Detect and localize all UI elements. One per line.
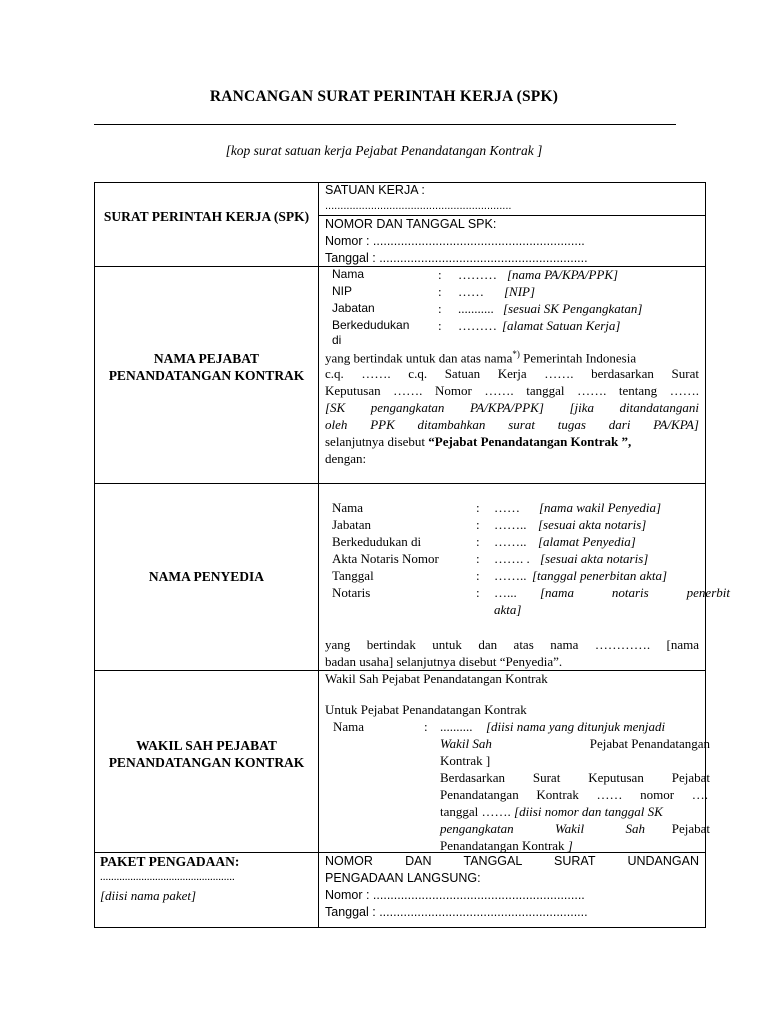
wakil-line: Untuk Pejabat Penandatangan Kontrak bbox=[325, 702, 527, 717]
wakil-text: Berdasarkan Surat Keputusan Pejabat bbox=[440, 770, 710, 785]
pejabat-para-line: c.q. ……. c.q. Satuan Kerja ……. berdasarkan Surat bbox=[325, 366, 699, 381]
penyedia-field-sep: : bbox=[476, 568, 480, 583]
pejabat-di: di bbox=[332, 333, 342, 347]
penyedia-field-dots: …….. bbox=[494, 534, 527, 549]
wakil-text-line: pengangkatan Wakil Sah Pejabat bbox=[440, 821, 710, 836]
wakil-nama-block bbox=[440, 719, 710, 855]
penyedia-field-sep: : bbox=[476, 585, 480, 600]
penyedia-field-key: Akta Notaris Nomor bbox=[332, 551, 439, 566]
penyedia-notaris-clip bbox=[528, 585, 730, 603]
wakil-nama-dots: .......... bbox=[440, 719, 473, 734]
penyedia-field-key: Berkedudukan di bbox=[332, 534, 422, 549]
row-divider bbox=[94, 483, 706, 484]
document-title: RANCANGAN SURAT PERINTAH KERJA (SPK) bbox=[209, 88, 559, 105]
column-divider bbox=[318, 182, 319, 928]
pejabat-field-sep: : bbox=[438, 301, 442, 316]
pejabat-field-value: [NIP] bbox=[504, 284, 536, 299]
wakil-nama-sep: : bbox=[424, 719, 428, 734]
spk-tanggal: Tanggal : ............................................................ bbox=[325, 251, 588, 265]
penyedia-field-sep: : bbox=[476, 517, 480, 532]
pejabat-field-sep: : bbox=[438, 284, 442, 299]
penyedia-field-dots: …… bbox=[494, 500, 520, 515]
penyedia-field-key: Tanggal bbox=[332, 568, 374, 583]
penyedia-para-line: badan usaha] selanjutnya disebut “Penyedia”. bbox=[325, 654, 563, 669]
label-wakil-sah: WAKIL SAH PEJABAT PENANDATANGAN KONTRAK bbox=[108, 738, 305, 770]
wakil-text-line: Wakil Sah Pejabat Penandatangan bbox=[440, 736, 710, 751]
label-surat-perintah-kerja: SURAT PERINTAH KERJA (SPK) bbox=[103, 209, 310, 224]
pejabat-field-value: [sesuai SK Pengangkatan] bbox=[503, 301, 643, 316]
title-rule bbox=[94, 124, 676, 125]
pejabat-field-key: NIP bbox=[332, 284, 353, 298]
pejabat-field-value: [nama PA/KPA/PPK] bbox=[507, 267, 619, 282]
penyedia-field-value: [sesuai akta notaris] bbox=[538, 517, 647, 532]
penyedia-field-value: [nama notaris penerbit bbox=[540, 585, 730, 600]
pejabat-field-sep: : bbox=[438, 318, 442, 333]
label-paket-pengadaan: PAKET PENGADAAN: bbox=[100, 854, 240, 869]
penyedia-field-key: Nama bbox=[332, 500, 364, 515]
kop-surat-placeholder: [kop surat satuan kerja Pejabat Penandatangan Kontrak ] bbox=[225, 143, 543, 158]
wakil-text-line: Penandatangan Kontrak ] bbox=[440, 838, 573, 853]
pejabat-field-value: [alamat Satuan Kerja] bbox=[502, 318, 621, 333]
wakil-text-line: tanggal ……. [diisi nomor dan tanggal SK bbox=[440, 804, 663, 819]
wakil-text: [diisi nama yang ditunjuk menjadi bbox=[486, 719, 666, 734]
paket-dots: ................................................. bbox=[100, 871, 235, 883]
penyedia-field-key: Notaris bbox=[332, 585, 371, 600]
pejabat-para-line: dengan: bbox=[325, 451, 367, 466]
satuan-kerja-dots: ............................................................. bbox=[325, 200, 512, 212]
penyedia-field-dots: …….. bbox=[494, 568, 527, 583]
penyedia-field-dots: …….. bbox=[494, 517, 527, 532]
undangan-label: PENGADAAN LANGSUNG: bbox=[325, 871, 481, 885]
penyedia-field-value: [nama wakil Penyedia] bbox=[539, 500, 662, 515]
spk-nomor: Nomor : ............................................................. bbox=[325, 234, 585, 248]
penyedia-field-sep: : bbox=[476, 534, 480, 549]
pejabat-field-sep: : bbox=[438, 267, 442, 282]
penyedia-field-sep: : bbox=[476, 500, 480, 515]
label-nama-pejabat: NAMA PEJABAT PENANDATANGAN KONTRAK bbox=[108, 351, 305, 383]
penyedia-field-dots: …... bbox=[494, 585, 517, 600]
penyedia-field-value: [sesuai akta notaris] bbox=[540, 551, 649, 566]
pejabat-field-key: Nama bbox=[332, 267, 365, 281]
nomor-tanggal-spk-label: NOMOR DAN TANGGAL SPK: bbox=[325, 217, 497, 231]
pejabat-field-dots: ……… bbox=[458, 318, 497, 333]
pejabat-para-line: selanjutnya disebut “Pejabat Penandatangan Kontrak ”, bbox=[325, 434, 632, 449]
penyedia-field-value: [tanggal penerbitan akta] bbox=[532, 568, 668, 583]
pejabat-field-dots: …… bbox=[458, 284, 484, 299]
wakil-text: Kontrak ] bbox=[440, 753, 491, 768]
penyedia-value-cont: akta] bbox=[494, 602, 522, 617]
wakil-nama-key: Nama bbox=[333, 719, 365, 734]
wakil-text: Penandatangan Kontrak …… nomor …. bbox=[440, 787, 708, 802]
penyedia-field-dots: ……. . bbox=[494, 551, 530, 566]
penyedia-field-value: [alamat Penyedia] bbox=[538, 534, 636, 549]
penyedia-field-sep: : bbox=[476, 551, 480, 566]
paket-nama: [diisi nama paket] bbox=[100, 888, 197, 903]
pejabat-field-key: Berkedudukan bbox=[332, 318, 410, 332]
row-divider bbox=[318, 215, 706, 216]
pejabat-field-dots: ……… bbox=[458, 267, 497, 282]
wakil-line: Wakil Sah Pejabat Penandatangan Kontrak bbox=[325, 671, 548, 686]
penyedia-para-line: yang bertindak untuk dan atas nama …………. [nama bbox=[325, 637, 699, 652]
pejabat-para-line: oleh PPK ditambahkan surat tugas dari PA/KPA] bbox=[325, 417, 699, 432]
pejabat-field-dots: ........... bbox=[458, 301, 494, 316]
label-nama-penyedia: NAMA PENYEDIA bbox=[148, 569, 265, 584]
pejabat-field-key: Jabatan bbox=[332, 301, 375, 315]
pejabat-para-line: yang bertindak untuk dan atas nama*) Pemerintah Indonesia bbox=[325, 349, 637, 366]
undangan-nomor: Nomor : ............................................................. bbox=[325, 888, 585, 902]
penyedia-field-key: Jabatan bbox=[332, 517, 371, 532]
pejabat-para-line: [SK pengangkatan PA/KPA/PPK] [jika ditandatangani bbox=[325, 400, 699, 415]
pejabat-para-line: Keputusan ……. Nomor ……. tanggal ……. tentang ……. bbox=[325, 383, 699, 398]
satuan-kerja-label: SATUAN KERJA : bbox=[325, 183, 425, 197]
undangan-label: NOMOR DAN TANGGAL SURAT UNDANGAN bbox=[325, 854, 699, 868]
undangan-tanggal: Tanggal : ............................................................ bbox=[325, 905, 588, 919]
